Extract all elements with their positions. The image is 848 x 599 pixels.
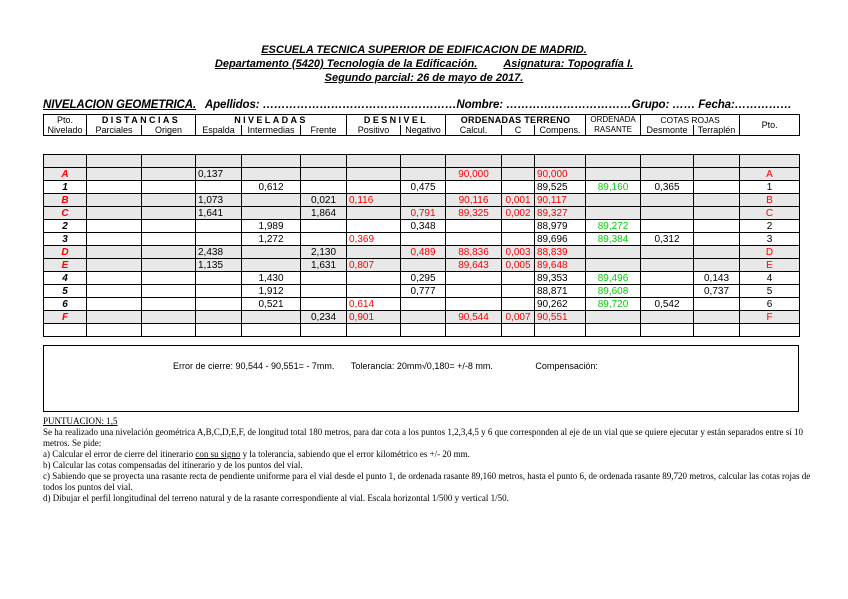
- error-cierre: Error de cierre: 90,544 - 90,551= - 7mm.: [173, 361, 335, 371]
- pto-right-cell: E: [740, 259, 800, 272]
- pto-cell: C: [44, 207, 87, 220]
- parciales-cell: [87, 168, 142, 181]
- intermedias-cell: 1,989: [242, 220, 301, 233]
- positivo-cell: [347, 246, 401, 259]
- table-row-blank: [44, 324, 800, 337]
- parciales-cell: [87, 207, 142, 220]
- espalda-cell: 0,137: [196, 168, 242, 181]
- item-d: d) Dibujar el perfil longitudinal del terreno natural y de la rasante correspondiente al vial. Escala horizontal 1/500 y vertical 1/50.: [43, 493, 509, 503]
- rasante-cell: [586, 311, 641, 324]
- item-a: a) Calcular el error de cierre del itinerario con su signo y la tolerancia, sabiendo que el error kilométrico es +/- 20 mm.: [43, 449, 470, 459]
- pto-right-cell: A: [740, 168, 800, 181]
- intro-paragraph: Se ha realizado una nivelación geométrica A,B,C,D,E,F, de longitud total 180 metros, para dar cota a los puntos 1,2,3,4,5 y 6 que corresponden al eje de un vial que se quiere ejecutar y están separados entre sí 10 metros. Se pide:: [43, 427, 804, 448]
- terraplen-cell: [694, 220, 740, 233]
- intermedias-cell: 1,272: [242, 233, 301, 246]
- table-row: [44, 220, 800, 233]
- department-line: [0, 58, 848, 70]
- calcul-cell: 90,000: [446, 168, 502, 181]
- desmonte-cell: [641, 285, 694, 298]
- frente-cell: 2,130: [301, 246, 347, 259]
- pto-right-cell: B: [740, 194, 800, 207]
- table-cell: [446, 324, 502, 337]
- negativo-cell: [401, 259, 446, 272]
- table-row: [44, 194, 800, 207]
- desmonte-cell: [641, 194, 694, 207]
- desnivel-header: DESNIVEL: [347, 115, 446, 126]
- rasante-cell: 89,720: [586, 298, 641, 311]
- c-cell: [502, 220, 535, 233]
- desmonte-cell: [641, 311, 694, 324]
- pto-right-cell: D: [740, 246, 800, 259]
- department: Departamento (5420) Tecnología de la Edificación.: [214, 58, 478, 70]
- desmonte-cell: [641, 220, 694, 233]
- rasante-cell: 89,272: [586, 220, 641, 233]
- terraplen-cell: [694, 259, 740, 272]
- rasante-cell: [586, 207, 641, 220]
- terraplen-cell: [694, 233, 740, 246]
- table-cell: [142, 155, 196, 168]
- terraplen-cell: [694, 168, 740, 181]
- table-row: [44, 168, 800, 181]
- espalda-cell: [196, 285, 242, 298]
- compens-cell: 88,839: [535, 246, 586, 259]
- compens-header: Compens.: [535, 125, 586, 136]
- calcul-cell: [446, 233, 502, 246]
- table-cell: [196, 324, 242, 337]
- frente-cell: [301, 181, 347, 194]
- table-cell: [401, 155, 446, 168]
- positivo-header: Positivo: [347, 125, 401, 136]
- pto-cell: A: [44, 168, 87, 181]
- table-cell: [401, 324, 446, 337]
- terraplen-cell: [694, 181, 740, 194]
- table-cell: [586, 324, 641, 337]
- parciales-header: Parciales: [87, 125, 142, 136]
- intermedias-cell: [242, 207, 301, 220]
- negativo-header: Negativo: [401, 125, 446, 136]
- intermedias-cell: [242, 259, 301, 272]
- parciales-cell: [87, 311, 142, 324]
- desmonte-cell: 0,312: [641, 233, 694, 246]
- espalda-cell: [196, 181, 242, 194]
- intermedias-cell: 1,912: [242, 285, 301, 298]
- compens-cell: 89,648: [535, 259, 586, 272]
- calcul-cell: 89,643: [446, 259, 502, 272]
- table-cell: [44, 155, 87, 168]
- origen-cell: [142, 272, 196, 285]
- frente-cell: [301, 285, 347, 298]
- summary-box: [43, 345, 799, 412]
- compens-cell: 89,327: [535, 207, 586, 220]
- negativo-cell: 0,295: [401, 272, 446, 285]
- origen-cell: [142, 220, 196, 233]
- pto-right-cell: 4: [740, 272, 800, 285]
- c-cell: 0,002: [502, 207, 535, 220]
- distancias-header: DISTANCIAS: [87, 115, 196, 126]
- terraplen-cell: [694, 298, 740, 311]
- pto-right-cell: 6: [740, 298, 800, 311]
- table-row-blank: [44, 155, 800, 168]
- leveling-table: [43, 154, 800, 337]
- pto-cell: 1: [44, 181, 87, 194]
- puntuacion: PUNTUACION: 1,5: [43, 416, 118, 426]
- school-title: ESCUELA TECNICA SUPERIOR DE EDIFICACION DE MADRID.: [261, 44, 587, 56]
- rasante-cell: 89,496: [586, 272, 641, 285]
- espalda-cell: [196, 311, 242, 324]
- positivo-cell: [347, 168, 401, 181]
- table-cell: [641, 155, 694, 168]
- positivo-cell: 0,369: [347, 233, 401, 246]
- compens-cell: 89,696: [535, 233, 586, 246]
- negativo-cell: [401, 194, 446, 207]
- rasante-cell: [586, 259, 641, 272]
- origen-cell: [142, 233, 196, 246]
- cotas-rojas-header: COTAS ROJAS: [641, 115, 740, 126]
- pto-right-cell: 2: [740, 220, 800, 233]
- desmonte-cell: 0,542: [641, 298, 694, 311]
- pto-cell: E: [44, 259, 87, 272]
- negativo-cell: 0,475: [401, 181, 446, 194]
- c-cell: [502, 272, 535, 285]
- origen-cell: [142, 194, 196, 207]
- apellidos-field: Apellidos: ……………………………………………: [204, 99, 457, 111]
- subject: Asignatura: Topografía I.: [503, 58, 634, 70]
- exam-date: Segundo parcial: 26 de mayo de 2017.: [324, 72, 524, 84]
- desmonte-cell: [641, 207, 694, 220]
- negativo-cell: 0,348: [401, 220, 446, 233]
- nombre-field: Nombre: ……………………………: [456, 99, 632, 111]
- calcul-cell: 89,325: [446, 207, 502, 220]
- c-cell: [502, 181, 535, 194]
- desmonte-cell: [641, 168, 694, 181]
- frente-cell: [301, 272, 347, 285]
- table-row: [44, 272, 800, 285]
- table-cell: [87, 155, 142, 168]
- positivo-cell: [347, 207, 401, 220]
- rasante-cell: [586, 246, 641, 259]
- table-cell: [694, 324, 740, 337]
- table-cell: [44, 324, 87, 337]
- table-cell: [535, 324, 586, 337]
- c-cell: [502, 233, 535, 246]
- pto-right-cell: 3: [740, 233, 800, 246]
- intermedias-cell: [242, 168, 301, 181]
- summary-line: [173, 361, 598, 371]
- pto-right-cell: 5: [740, 285, 800, 298]
- pto-cell: 4: [44, 272, 87, 285]
- pto-cell: 5: [44, 285, 87, 298]
- student-line: [43, 99, 799, 111]
- item-b: b) Calcular las cotas compensadas del itinerario y de los puntos del vial.: [43, 460, 303, 470]
- terraplen-cell: 0,143: [694, 272, 740, 285]
- espalda-header: Espalda: [196, 125, 242, 136]
- c-cell: [502, 168, 535, 181]
- parciales-cell: [87, 246, 142, 259]
- compens-cell: 88,871: [535, 285, 586, 298]
- positivo-cell: 0,901: [347, 311, 401, 324]
- desmonte-cell: [641, 246, 694, 259]
- espalda-cell: [196, 298, 242, 311]
- desmonte-cell: [641, 259, 694, 272]
- calcul-cell: [446, 285, 502, 298]
- compens-cell: 90,551: [535, 311, 586, 324]
- negativo-cell: [401, 311, 446, 324]
- parciales-cell: [87, 272, 142, 285]
- fecha-field: Fecha:……………: [698, 99, 792, 111]
- intermedias-cell: [242, 246, 301, 259]
- intermedias-cell: [242, 194, 301, 207]
- item-c: c) Sabiendo que se proyecta una rasante recta de pendiente uniforme para el vial desde el punto 1, de ordenada rasante 89,160 metros, hasta el punto 6, de ordenada rasante 89,720 metros, calcular las cotas rojas de todos los puntos del vial.: [43, 471, 811, 492]
- espalda-cell: [196, 220, 242, 233]
- desmonte-header: Desmonte: [641, 125, 694, 136]
- calcul-cell: 90,116: [446, 194, 502, 207]
- table-cell: [87, 324, 142, 337]
- table-cell: [301, 324, 347, 337]
- espalda-cell: 1,073: [196, 194, 242, 207]
- rasante-cell: 89,608: [586, 285, 641, 298]
- c-cell: [502, 285, 535, 298]
- pto-right-cell: 1: [740, 181, 800, 194]
- origen-cell: [142, 311, 196, 324]
- c-cell: 0,005: [502, 259, 535, 272]
- negativo-cell: 0,489: [401, 246, 446, 259]
- calcul-cell: [446, 181, 502, 194]
- pto-cell: F: [44, 311, 87, 324]
- rasante-cell: 89,160: [586, 181, 641, 194]
- origen-cell: [142, 285, 196, 298]
- negativo-cell: [401, 298, 446, 311]
- exercise-title: NIVELACION GEOMETRICA.: [43, 99, 197, 111]
- calcul-cell: [446, 272, 502, 285]
- origen-cell: [142, 207, 196, 220]
- origen-cell: [142, 181, 196, 194]
- table-header: [43, 114, 800, 136]
- table-cell: [301, 155, 347, 168]
- origen-header: Origen: [142, 125, 196, 136]
- c-cell: 0,003: [502, 246, 535, 259]
- terraplen-cell: [694, 311, 740, 324]
- frente-header: Frente: [301, 125, 347, 136]
- espalda-cell: [196, 272, 242, 285]
- pto-right-header: Pto.: [740, 115, 800, 136]
- frente-cell: [301, 233, 347, 246]
- table-row: [44, 207, 800, 220]
- table-cell: [196, 155, 242, 168]
- table-cell: [142, 324, 196, 337]
- intermedias-cell: 0,521: [242, 298, 301, 311]
- pto-right-cell: F: [740, 311, 800, 324]
- table-cell: [740, 324, 800, 337]
- intermedias-header: Intermedias: [242, 125, 301, 136]
- table-row: [44, 233, 800, 246]
- desmonte-cell: 0,365: [641, 181, 694, 194]
- compens-cell: 90,000: [535, 168, 586, 181]
- origen-cell: [142, 168, 196, 181]
- pto-cell: D: [44, 246, 87, 259]
- pto-cell: B: [44, 194, 87, 207]
- c-cell: 0,007: [502, 311, 535, 324]
- table-cell: [641, 324, 694, 337]
- table-cell: [242, 324, 301, 337]
- terraplen-cell: [694, 246, 740, 259]
- positivo-cell: 0,807: [347, 259, 401, 272]
- c-cell: [502, 298, 535, 311]
- negativo-cell: [401, 168, 446, 181]
- espalda-cell: 1,641: [196, 207, 242, 220]
- table-cell: [347, 155, 401, 168]
- intermedias-cell: [242, 311, 301, 324]
- table-cell: [446, 155, 502, 168]
- frente-cell: [301, 168, 347, 181]
- parciales-cell: [87, 220, 142, 233]
- origen-cell: [142, 298, 196, 311]
- terraplen-cell: [694, 207, 740, 220]
- positivo-cell: [347, 272, 401, 285]
- compens-cell: 90,262: [535, 298, 586, 311]
- calcul-cell: 90,544: [446, 311, 502, 324]
- parciales-cell: [87, 298, 142, 311]
- terraplen-cell: [694, 194, 740, 207]
- frente-cell: 1,631: [301, 259, 347, 272]
- parciales-cell: [87, 233, 142, 246]
- calcul-header: Calcul.: [446, 125, 502, 136]
- ordenadas-header: ORDENADAS TERRENO: [446, 115, 586, 126]
- terraplen-cell: 0,737: [694, 285, 740, 298]
- compensacion: Compensación:: [535, 361, 598, 371]
- table-row: [44, 298, 800, 311]
- table-cell: [586, 155, 641, 168]
- intermedias-cell: 1,430: [242, 272, 301, 285]
- pto-cell: 2: [44, 220, 87, 233]
- frente-cell: 1,864: [301, 207, 347, 220]
- negativo-cell: [401, 233, 446, 246]
- pto-header: Pto. Nivelado: [44, 115, 87, 136]
- rasante-header: ORDENADA RASANTE: [586, 115, 641, 136]
- parciales-cell: [87, 181, 142, 194]
- positivo-cell: 0,614: [347, 298, 401, 311]
- positivo-cell: 0,116: [347, 194, 401, 207]
- c-cell: 0,001: [502, 194, 535, 207]
- positivo-cell: [347, 181, 401, 194]
- negativo-cell: 0,777: [401, 285, 446, 298]
- compens-cell: 90,117: [535, 194, 586, 207]
- parciales-cell: [87, 259, 142, 272]
- table-cell: [347, 324, 401, 337]
- frente-cell: 0,234: [301, 311, 347, 324]
- espalda-cell: [196, 233, 242, 246]
- table-row: [44, 259, 800, 272]
- origen-cell: [142, 259, 196, 272]
- origen-cell: [142, 246, 196, 259]
- c-header: C: [502, 125, 535, 136]
- table-cell: [535, 155, 586, 168]
- table-row: [44, 311, 800, 324]
- desmonte-cell: [641, 272, 694, 285]
- grupo-field: Grupo: ……: [631, 99, 696, 111]
- compens-cell: 89,353: [535, 272, 586, 285]
- rasante-cell: [586, 168, 641, 181]
- problem-statement: [43, 416, 813, 504]
- table-cell: [242, 155, 301, 168]
- espalda-cell: 2,438: [196, 246, 242, 259]
- pto-cell: 6: [44, 298, 87, 311]
- pto-cell: 3: [44, 233, 87, 246]
- compens-cell: 88,979: [535, 220, 586, 233]
- positivo-cell: [347, 285, 401, 298]
- table-row: [44, 181, 800, 194]
- intermedias-cell: 0,612: [242, 181, 301, 194]
- frente-cell: [301, 220, 347, 233]
- compens-cell: 89,525: [535, 181, 586, 194]
- table-cell: [502, 324, 535, 337]
- table-cell: [694, 155, 740, 168]
- parciales-cell: [87, 194, 142, 207]
- negativo-cell: 0,791: [401, 207, 446, 220]
- table-row: [44, 246, 800, 259]
- espalda-cell: 1,135: [196, 259, 242, 272]
- parciales-cell: [87, 285, 142, 298]
- pto-right-cell: C: [740, 207, 800, 220]
- frente-cell: 0,021: [301, 194, 347, 207]
- niveladas-header: NIVELADAS: [196, 115, 347, 126]
- calcul-cell: [446, 298, 502, 311]
- table-cell: [740, 155, 800, 168]
- positivo-cell: [347, 220, 401, 233]
- rasante-cell: 89,384: [586, 233, 641, 246]
- terraplen-header: Terraplén: [694, 125, 740, 136]
- rasante-cell: [586, 194, 641, 207]
- calcul-cell: [446, 220, 502, 233]
- table-row: [44, 285, 800, 298]
- tolerancia: Tolerancia: 20mm√0,180= +/-8 mm.: [350, 361, 493, 371]
- frente-cell: [301, 298, 347, 311]
- table-cell: [502, 155, 535, 168]
- calcul-cell: 88,836: [446, 246, 502, 259]
